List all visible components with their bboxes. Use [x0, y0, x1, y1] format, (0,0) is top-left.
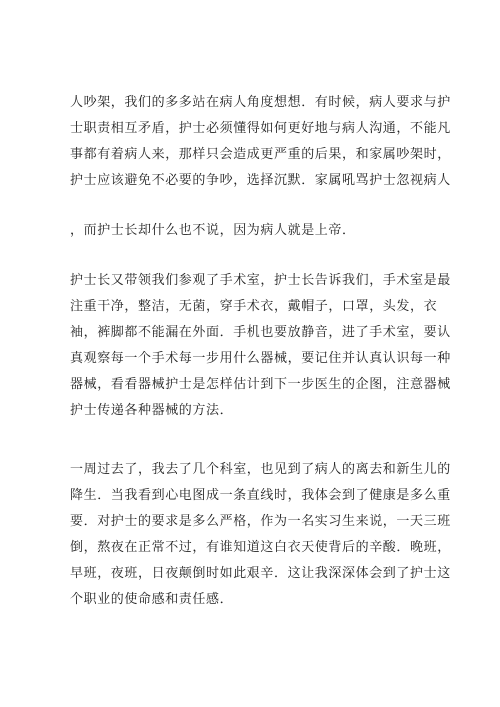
- text-line: 事都有着病人来，那样只会造成更严重的后果，和家属吵架时，: [70, 147, 451, 162]
- text-line: 人吵架，我们的多多站在病人角度想想．有时候，病人要求与护: [70, 95, 451, 110]
- text-line: 袖，裤脚都不能漏在外面．手机也要放静音，进了手术室，要认: [70, 325, 451, 340]
- text-line: 倒，熬夜在正常不过，有谁知道这白衣天使背后的辛酸．晚班，: [70, 540, 451, 555]
- text-line: ，而护士长却什么也不说，因为病人就是上帝．: [70, 223, 356, 238]
- text-line: 护士应该避免不必要的争吵，选择沉默．家属吼骂护士忽视病人: [70, 173, 451, 188]
- text-line: 注重干净，整洁，无菌，穿手术衣，戴帽子，口罩，头发，衣: [70, 299, 438, 314]
- text-line: 护士传递各种器械的方法．: [70, 403, 234, 418]
- text-line: 真观察每一个手术每一步用什么器械，要记住并认真认识每一种: [70, 351, 451, 366]
- text-line: 要．对护士的要求是多么严格，作为一名实习生来说，一天三班: [70, 514, 451, 529]
- text-line: 个职业的使命感和责任感．: [70, 592, 234, 607]
- text-line: 器械，看看器械护士是怎样估计到下一步医生的企图，注意器械: [70, 377, 451, 392]
- text-line: 早班，夜班，日夜颠倒时如此艰辛．这让我深深体会到了护士这: [70, 566, 451, 581]
- text-line: 一周过去了，我去了几个科室，也见到了病人的离去和新生儿的: [70, 462, 451, 477]
- text-line: 降生．当我看到心电图成一条直线时，我体会到了健康是多么重: [70, 488, 451, 503]
- text-line: 士职责相互矛盾，护士必须懂得如何更好地与病人沟通，不能凡: [70, 121, 451, 136]
- text-line: 护士长又带领我们参观了手术室，护士长告诉我们，手术室是最: [70, 273, 451, 288]
